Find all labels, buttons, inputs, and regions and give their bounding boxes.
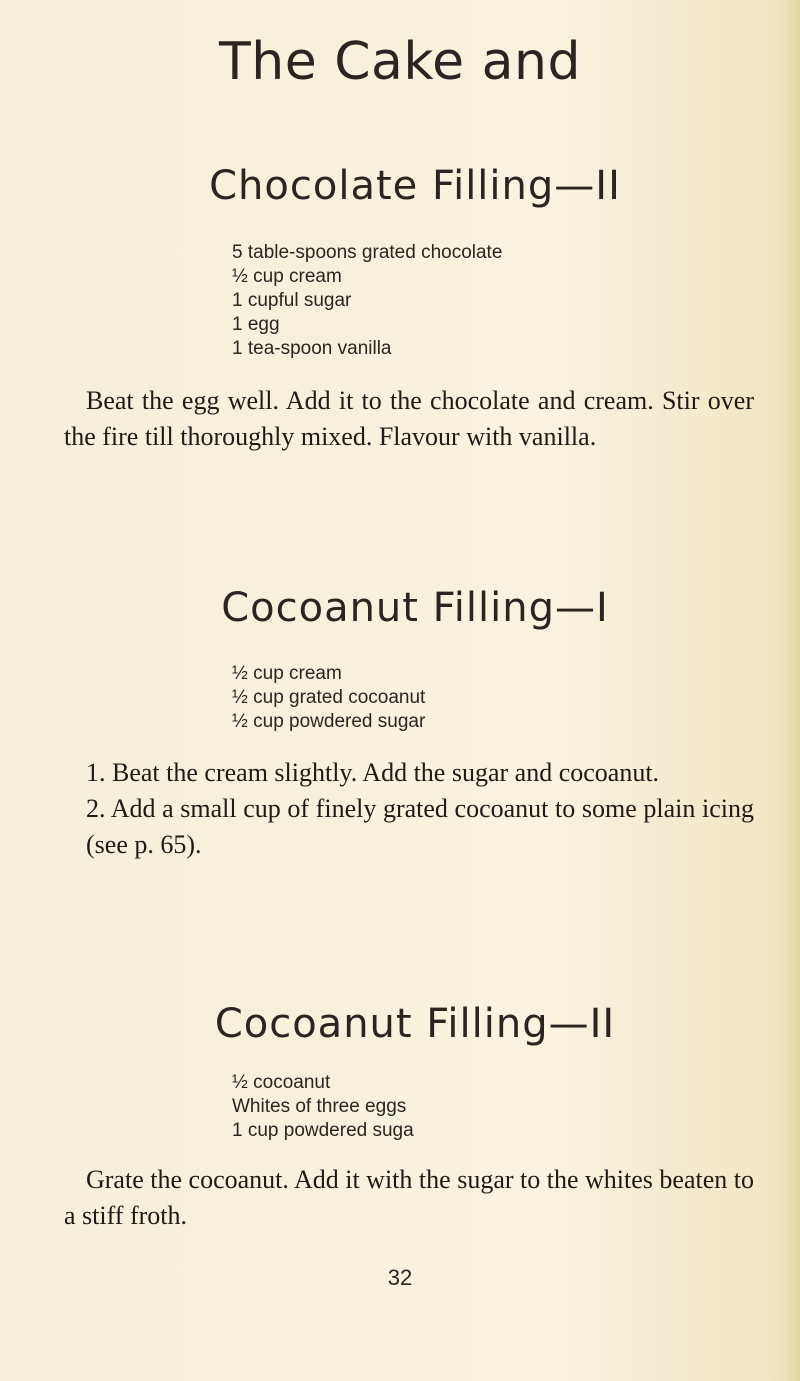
ingredient-item: 1 cupful sugar: [232, 290, 352, 311]
method-paragraph-cocoanut-filling-2: [64, 1162, 754, 1234]
ingredient-item: 1 cup powdered suga: [232, 1120, 414, 1141]
method-steps-cocoanut-filling-1: [64, 755, 754, 863]
method-step: 2. Add a small cup of finely grated cocoanut to some plain icing (see p. 65).: [86, 794, 754, 859]
page-number: 32: [387, 1265, 413, 1290]
method-step: 1. Beat the cream slightly. Add the sugar and cocoanut.: [86, 758, 660, 787]
ingredient-item: Whites of three eggs: [232, 1096, 407, 1117]
section-heading-cocoanut-filling-2: Cocoanut Filling—II: [214, 1001, 616, 1047]
ingredient-item: ½ cup cream: [232, 663, 342, 684]
section-heading-chocolate-filling-2: Chocolate Filling—II: [209, 163, 621, 209]
ingredient-item: ½ cocoanut: [232, 1072, 331, 1093]
running-head: The Cake and: [218, 32, 582, 92]
ingredient-item: 1 egg: [232, 314, 280, 335]
ingredient-item: 5 table-spoons grated chocolate: [232, 242, 503, 263]
method-paragraph-chocolate-filling-2: [64, 383, 754, 455]
ingredient-list-cocoanut-filling-1: [232, 662, 425, 734]
ingredient-item: ½ cup cream: [232, 266, 342, 287]
method-text: Beat the egg well. Add it to the chocolate and cream. Stir over the fire till thoroughly mixed. Flavour with vanilla.: [64, 386, 754, 451]
ingredient-item: ½ cup powdered sugar: [232, 711, 426, 732]
ingredient-item: ½ cup grated cocoanut: [232, 687, 426, 708]
ingredient-list-chocolate-filling-2: [232, 241, 502, 361]
method-text: Grate the cocoanut. Add it with the sugar to the whites beaten to a stiff froth.: [64, 1165, 754, 1230]
ingredient-item: 1 tea-spoon vanilla: [232, 338, 392, 359]
ingredient-list-cocoanut-filling-2: [232, 1071, 414, 1143]
section-heading-cocoanut-filling-1: Cocoanut Filling—I: [221, 585, 609, 631]
